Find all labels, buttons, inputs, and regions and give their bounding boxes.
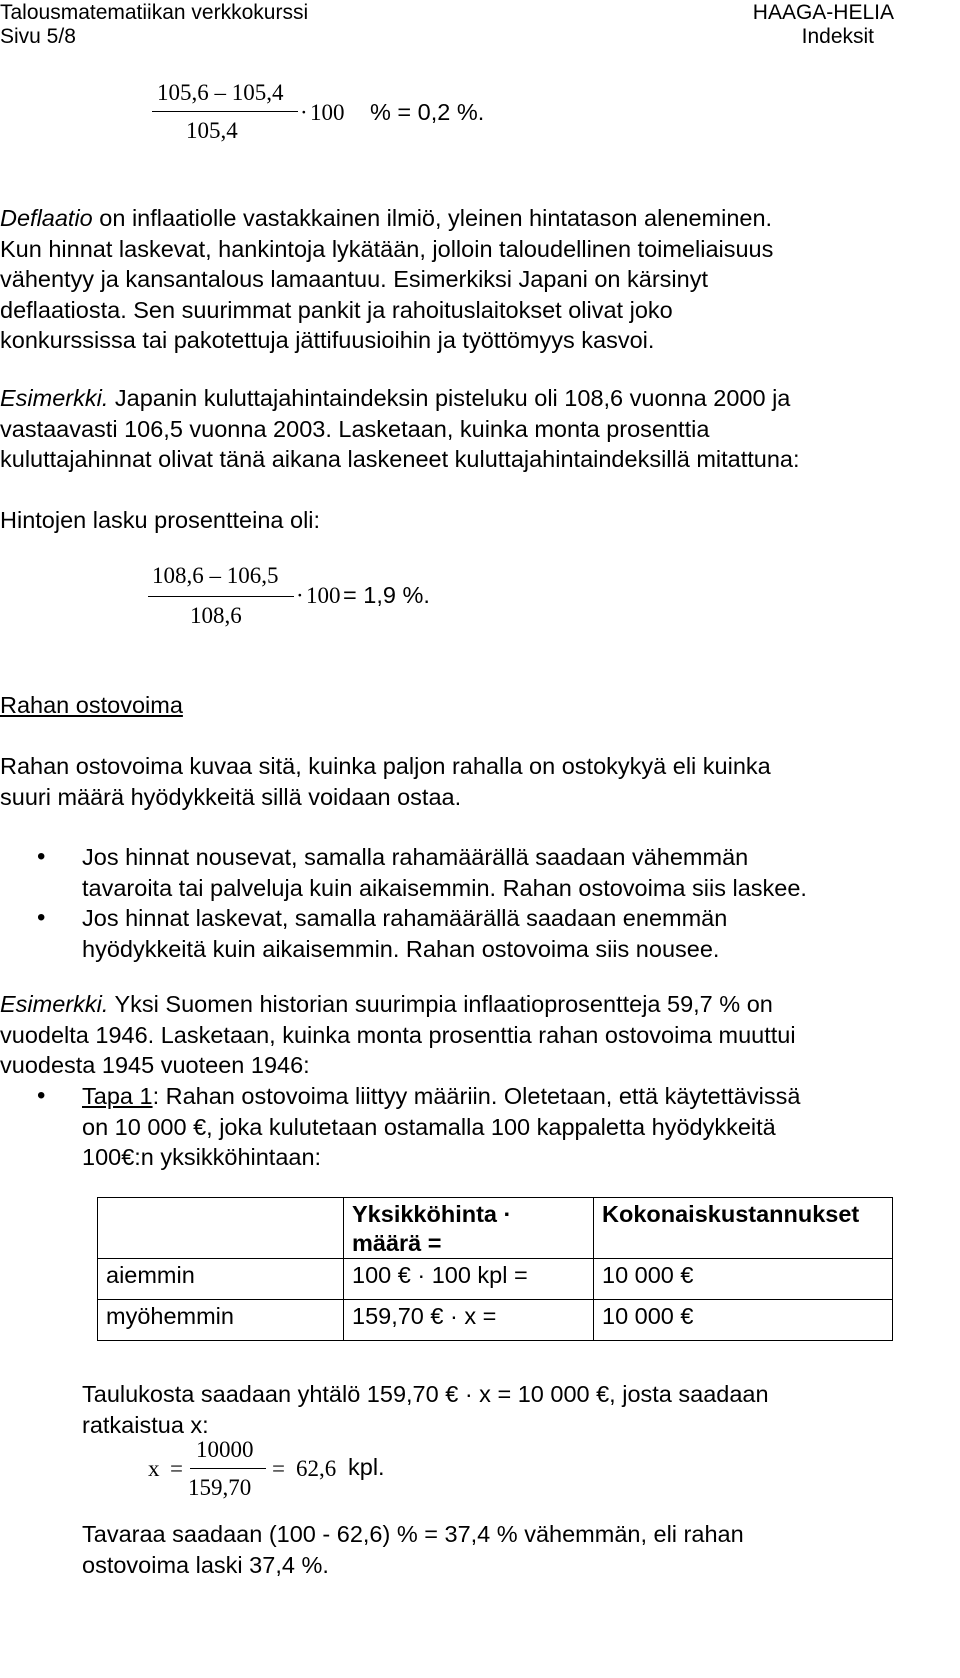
factor: 100 — [310, 100, 345, 125]
deflation-term: Deflaatio — [0, 205, 93, 231]
example-label: Esimerkki. — [0, 991, 109, 1017]
header-page-number: Sivu 5/8 — [0, 25, 76, 48]
table-header-cell: Yksikköhinta · määrä = — [344, 1198, 594, 1259]
table-cell: 100 € · 100 kpl = — [344, 1259, 594, 1300]
header-school: HAAGA-HELIA — [752, 1, 894, 24]
table-cell: myöhemmin — [98, 1300, 344, 1341]
fraction-numerator: 105,6 – 105,4 — [157, 80, 284, 105]
table-header-cell — [98, 1198, 344, 1259]
table-cell: aiemmin — [98, 1259, 344, 1300]
header-topic: Indeksit — [801, 25, 874, 48]
result-unit: kpl. — [348, 1454, 385, 1480]
result-value: 62,6 — [296, 1456, 337, 1481]
table-row — [98, 1300, 893, 1341]
bullet-icon: • — [37, 843, 46, 870]
purchasing-power-paragraph: Rahan ostovoima kuvaa sitä, kuinka paljon rahalla on ostokykyä eli kuinka suuri määrä hyödykkeitä sillä voidaan ostaa. — [0, 753, 771, 810]
example-finland-paragraph: Esimerkki. Yksi Suomen historian suurimpia inflaatioprosentteja 59,7 % on vuodelta 1946. Lasketaan, kuinka monta prosenttia rahan ostovoima muuttui vuodesta 1945 vuoteen 1946: — [0, 991, 796, 1078]
equals-sign: = — [170, 1456, 183, 1481]
table-cell: 10 000 € — [594, 1300, 893, 1341]
final-paragraph: Tavaraa saadaan (100 - 62,6) % = 37,4 % vähemmän, eli rahan ostovoima laski 37,4 %. — [82, 1521, 744, 1578]
equation-result: = 1,9 %. — [343, 582, 430, 608]
fraction-bar — [190, 1468, 266, 1469]
fraction-bar — [152, 111, 298, 112]
table-header-cell: Kokonaiskustannukset — [594, 1198, 893, 1259]
example-label: Esimerkki. — [0, 385, 109, 411]
table-header-row — [98, 1198, 893, 1259]
conclusion-paragraph: Taulukosta saadaan yhtälö 159,70 € · x = 10 000 €, josta saadaan ratkaistua x: — [82, 1381, 769, 1438]
section-heading: Rahan ostovoima — [0, 692, 183, 718]
method-label: Tapa 1 — [82, 1083, 153, 1109]
fraction-denominator: 108,6 — [190, 603, 242, 628]
equals-sign: = — [272, 1456, 285, 1481]
list-item: Jos hinnat laskevat, samalla rahamäärällä saadaan enemmän hyödykkeitä kuin aikaisemmin. Rahan ostovoima siis nousee. — [82, 905, 728, 962]
cost-table — [97, 1197, 893, 1341]
table-cell: 10 000 € — [594, 1259, 893, 1300]
bullet-icon: • — [37, 904, 46, 931]
deflation-paragraph: Deflaatio on inflaatiolle vastakkainen ilmiö, yleinen hintatason aleneminen. Kun hinnat laskevat, hankintoja lykätään, jolloin taloudellinen toimeliaisuus vähentyy ja kansantalous lamaantuu. Esimerkiksi Japani on kärsinyt deflaatiosta. Sen suurimmat pankit ja rahoituslaitokset olivat joko konkurssissa tai pakotettuja jättifuusioihin ja työttömyys kasvoi. — [0, 205, 774, 353]
fraction-denominator: 105,4 — [186, 118, 238, 143]
list-item: Jos hinnat nousevat, samalla rahamäärällä saadaan vähemmän tavaroita tai palveluja kuin aikaisemmin. Rahan ostovoima siis laskee. — [82, 844, 807, 901]
table-row — [98, 1259, 893, 1300]
multiply-dot: · — [296, 583, 304, 608]
example-japan-paragraph: Esimerkki. Japanin kuluttajahintaindeksin pisteluku oli 108,6 vuonna 2000 ja vastaavasti 106,5 vuonna 2003. Lasketaan, kuinka monta prosenttia kuluttajahinnat olivat tänä aikana laskeneet kuluttajahintaindeksillä mitattuna: — [0, 385, 800, 472]
bullet-icon: • — [37, 1082, 46, 1109]
header-course: Talousmatematiikan verkkokurssi — [0, 1, 309, 24]
fraction-denominator: 159,70 — [188, 1475, 252, 1500]
multiply-dot: · — [300, 100, 308, 125]
fraction-numerator: 10000 — [196, 1437, 254, 1462]
table-cell: 159,70 € · x = — [344, 1300, 594, 1341]
equation-result: % = 0,2 %. — [370, 99, 485, 125]
fraction-bar — [148, 596, 294, 597]
price-drop-label: Hintojen lasku prosentteina oli: — [0, 507, 321, 533]
variable-x: x — [148, 1456, 160, 1481]
fraction-numerator: 108,6 – 106,5 — [152, 563, 279, 588]
factor: 100 — [306, 583, 341, 608]
method-paragraph: Tapa 1: Rahan ostovoima liittyy määriin. Oletetaan, että käytettävissä on 10 000 €, joka kulutetaan ostamalla 100 kappaletta hyödykkeitä 100€:n yksikköhintaan: — [82, 1083, 801, 1170]
